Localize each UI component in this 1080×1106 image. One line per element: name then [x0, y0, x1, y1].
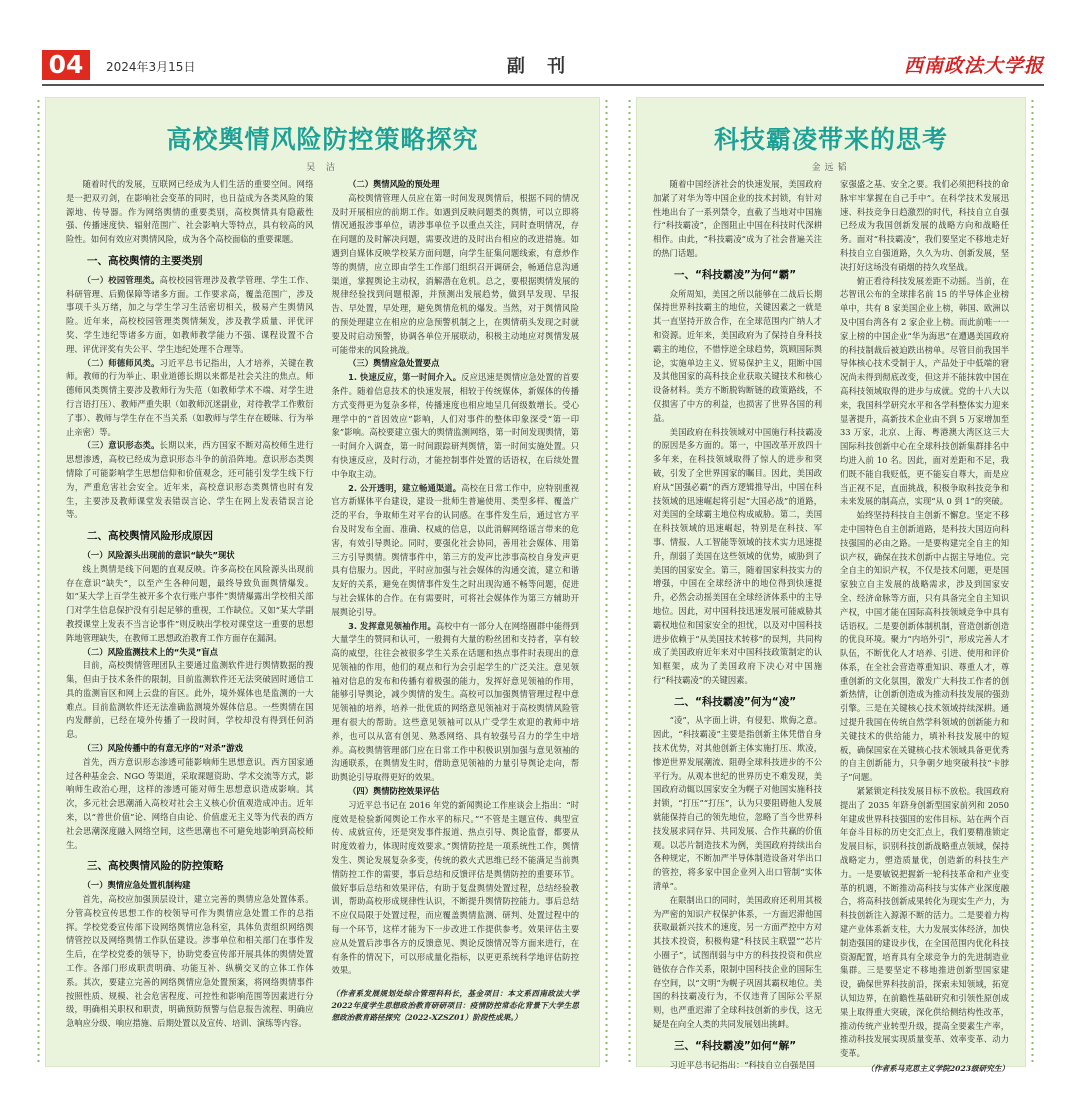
section-heading: 三、高校舆情风险的防控策略: [87, 860, 224, 873]
paragraph: 家强盛之基、安全之要。我们必须把科技的命脉牢牢掌握在自己手中”。在科学技术发展迅速、科技竞争日趋激烈的时代，科技自立自强已经成为我国创新发展的战略方向和战略任务。面对“科技霸凌”，我们要坚定不移地走好科技自立自强道路，久久为功、创新发展，坚决打好这场没有硝烟的持久攻坚战。: [840, 179, 1009, 272]
dotted-border: [605, 98, 608, 1066]
paragraph-text: 高校在日常工作中，应特别重视官方新媒体平台建设，建设一批师生普遍使用、类型多样、覆盖广泛的平台，争取师生对平台的认同感。在事件发生后，通过官方平台及时发布全面、准确、权威的信息，以此消解网络谣言带来的危害，有效引导舆论。同时，要强化社会协同，善用社会媒体、用第三方引导舆情。舆情事件中，第三方的发声比涉事高校自身发声更具有信服力。因此，平时应加强与社会媒体的沟通交流，建立和谐友好的关系，避免在舆情事件发生之时出现沟通不畅等问题，促进与社会媒体的合作。在有需要时，可将社会媒体作为第三方辅助开展舆论引导。: [331, 482, 579, 617]
dotted-border: [628, 98, 631, 1066]
paragraph-text: 高校校园管理涉及教学管理、学生工作、科研管理、后勤保障等诸多方面。工作要求高，覆盖范围广，涉及事项千头万绪，加之与学生学习生活密切相关，极易产生舆情风险。近年来，高校校园管理类舆情频发，涉及教学质量、评优评奖、学生违纪等诸多方面，如教师教学能力不强、课程设置不合理、评优评奖有失公平、学生违纪处理不合理等。: [66, 274, 314, 354]
page-number: 04: [42, 50, 90, 80]
subsection-heading: （一）舆情应急处置机制构建: [82, 880, 191, 891]
paragraph: 首先，高校应加强顶层设计，建立完善的舆情应急处置体系。分管高校宣传思想工作的校领导可作为舆情应急处置工作的总指挥。学校党委宣传部下设网络舆情应急科室，具体负责组织网络舆情管控以及网络舆情工作队伍建设。涉事单位和相关部门在事件发生后，在学校党委的领导下，协助党委宣传部开展具体的舆情处置工作。各部门形成职责明确、功能互补、纵横交叉的立体工作体系。其次，要建立完善的网络舆情应急处置预案，将网络舆情事件按照性质、规模、社会危害程度、可控性和影响范围等因素进行分级，明确相关职权和职责，明确预防预警与信息报告流程、明确应急响应分级、响应措施、后期处置以及宣传、培训、演练等内容。: [66, 894, 314, 1029]
article-column: [653, 178, 822, 1070]
paragraph-text: 习近平总书记指出，人才培养，关键在教师。教师的行为举止、职业道德长期以来都是社会关注的焦点。师德师风类舆情主要涉及教师行为失范（如教师学术不端、对学生进行言语打压）、教师严重失职（如教师沉迷副业，对待教学工作敷衍了事）、教师与学生存在不当关系（如教师与学生存在暧昧、行为举止亲密）等。: [66, 357, 314, 437]
paragraph: [332, 371, 580, 481]
paragraph: [66, 274, 314, 357]
section-heading: 二、“科技霸凌”何为“凌”: [674, 695, 797, 708]
paragraph: 众所周知，美国之所以能够在二战后长期保持世界科技霸主的地位，关键因素之一就是其一直坚持开放合作，在全球范围内广纳人才和资源。近年来，美国政府为了保持自身科技霸主的地位，不惜悖逆全球趋势，筑顾国际舆论，实施单边主义、贸易保护主义，阻断中国及其他国家的高科技企业获取关键技术和核心设备材料。美方不断脱钩断链的政策路线，不仅损害了中方的利益，也损害了世界各国的利益。: [653, 288, 822, 423]
paragraph: 始终坚持科技自主创新不懈怠。坚定不移走中国特色自主创新道路，是科技大国迈向科技强国的必由之路。一是要构建完全自主的知识产权，确保在技术创新中占据主导地位。完全自主的知识产权，不仅是技术问题，更是国家独立自主发展的战略需求，涉及到国家安全、经济命脉等方面，只有具备完全自主知识产权，中国才能在国际高科技领域竞争中具有话语权。二是要创新体制机制，营造创新创造的优良环境。聚力“内培外引”，形成完善人才队伍，不断优化人才培养、引进、使用和评价体系，在全社会营造尊重知识、尊重人才，尊重创新的文化氛围，激发广大科技工作者的创新热情，让创新创造成为推动科技发展的强劲引擎。三是在关键核心技术领域持续深耕。通过提升我国在传统自然学科领域的创新能力和关键技术的供给能力，填补科技发展中的短板，确保国家在关键核心技术领域具备更优秀的自主创新能力，只争朝夕地突破科技“卡脖子”问题。: [840, 510, 1009, 783]
subsection-heading: （一）风险源头出现前的意识“缺失”现状: [82, 549, 235, 560]
paragraph-text: 高校中有一部分人在网络圈群中能得到大量学生的赞同和认可，一般拥有大量的粉丝团和支持者，享有较高的威望，往往会被很多学生关系在话题和热点事件时表现出的意见领袖的作用，他们的观点和行为会引起学生的广泛关注。意见领袖对信息的发布和传播有着极强的能力，发挥好意见领袖的作用，能够引导舆论，减少舆情的发生。高校可以加强舆情管理过程中意见领袖的培养，培养一批优质的网络意见领袖对于高校舆情风险管理有很大的帮助。这些意见领袖可以从广受学生欢迎的教师中培养，也可以从富有创见、熟悉网络、具有较强号召力的学生中培养。高校舆情管理部门应在日常工作中积极识别加强与意见领袖的沟通联系，在舆情发生时，借助意见领袖的力量引导舆论走向，帮助舆论引导取得更好的效果。: [331, 620, 579, 783]
right-article: [636, 97, 1026, 1073]
paragraph: 随着时代的发展，互联网已经成为人们生活的重要空间。网络是一把双刃剑，在影响社会变革的同时，也日益成为各类风险的策源地、传导器。作为网络舆情的重要类别，高校舆情具有隐蔽性强、传播速度快、辐射范围广、社会影响大等特点，具有较高的风险性。如何有效应对舆情风险，成为各个高校面临的重要课题。: [66, 179, 314, 245]
section-heading: 一、高校舆情的主要类别: [87, 254, 203, 267]
paragraph-lead: （三）意识形态类。: [82, 440, 160, 451]
paragraph: [332, 482, 580, 620]
paragraph: 首先，西方意识形态渗透可能影响师生思想意识。西方国家通过各种基金会、NGO 等渠道，采取课题资助、学术交流等方式，影响师生政治心理，这样的渗透可能对师生思想意识造成影响。其次，多元社会思潮涌入高校对社会主义核心价值观造成冲击。近年来，以“普世价值”论、网络自由论、价值虚无主义等为代表的西方社会思潮深度融入网络空间，这些思潮也不可避免地影响到高校师生。: [66, 756, 314, 850]
article-author: 吴 洁: [306, 163, 339, 173]
subsection-heading: （二）舆情风险的预处理: [348, 179, 440, 189]
paragraph: 高校舆情管理人员应在第一时间发现舆情后，根据不同的情况及时开展相应的前期工作。如遇到反映问题类的舆情，可以立即将情况通报涉事单位，请涉事单位予以重点关注，同时查明情况，存在问题的及时解决问题，需要改进的及时出台相应的改进措施。如遇到自媒体反映学校某方面问题，向学生征集问题线索，有意炒作等的舆情，应立即由学生工作部门组织召开调研会，畅通信息沟通渠道，掌握舆论主动权，消解潜在危机。总之，要根据舆情发展的规律经验找到问题根源，并预测出发展趋势，做到早发现、早报告、早处置，早处理，避免舆情危机的爆发。当然，对于舆情风险的预处理建立在相应的应急预警机制之上，在舆情萌头发现之时就要及时启动预警，协调各单位开展联动，积极主动地应对舆情发展可能带来的风险挑战。: [331, 192, 579, 355]
paragraph: [66, 439, 314, 522]
section-heading: 三、“科技霸凌”如何“解”: [674, 1039, 797, 1052]
paragraph: 俯正看待科技发展差距不动摇。当前，在芯智讯公布的全球排名前 15 的半导体企业榜单中，共有 8 家美国企业上榜，韩国、欧洲以及中国台湾各有 2 家企业上榜。而此前唯一一家上榜的中国企业“华为海思”在遭遇美国政府的科技制裁后被迫跌出榜单。尽管目前我国半导体核心技术受制于人，产品处于中低端的窘况尚未得到彻底改变，但这并不能抹敦中国在高科技领域取得的进步与成就。党的十八大以来，我国科学研究水平和各学科整体实力迎来显著提升，高新技术企业由不到 5 万家增加至 33 万家，北京、上海、粤港澳大湾区这三大国际科技创新中心在全球科技创新集群排名中均进入前 10 名。因此，面对差距和不足，我们既不能自我贬低，更不能妄自尊大，而是应当正视不足，直面挑战，积极争取科技竞争和未来发展的制高点，实现“从 0 到 1”的突破。: [840, 275, 1009, 507]
paragraph-lead: 1. 快速反应，第一时间介入。: [348, 372, 462, 383]
masthead-rule: [42, 84, 1044, 86]
article-column: [332, 178, 580, 1054]
subsection-heading: （三）风险传播中的有意无序的“对杀”游戏: [82, 743, 243, 754]
paragraph: 美国政府在科技领域对中国施行科技霸凌的原因是多方面的。第一，中国改革开放四十多年来，在科技领域取得了惊人的进步和突破，引发了全世界国家的瞩目。因此，美国政府从“国强必霸”的西方逻辑推导出，中国在科技领域的迅速崛起将引起“大国必战”的道路，对美国的全球霸主地位构成威胁。第二，美国在科技领域的迅速崛起，特别是在科技、军事、情报、人工智能等领域的技术实力迅速提升，削弱了美国在这些领域的优势，威胁到了美国的国家安全。第三，随着国家科技实力的增强，中国在全球经济中的地位得到快速提升，必然会动摇美国在全球经济体系中的主导地位。因此，对中国科技迅速发展可能威胁其霸权地位和国家安全的担忧，以及对中国科技进步依赖于“从美国技术转移”的误判，共同构成了美国政府近年来对中国科技政策制定的认知框架，成为了美国政府下决心对中国施行“科技霸凌”的关键因素。: [653, 426, 822, 685]
subsection-heading: （四）舆情防控效果评估: [348, 786, 440, 797]
dotted-border: [37, 98, 40, 1066]
subsection-heading: （二）风险监测技术上的“失灵”盲点: [82, 646, 218, 657]
article-column: [840, 178, 1009, 1073]
article-columns: [653, 178, 1009, 1073]
paragraph-lead: 2. 公开透明，建立畅通渠道。: [348, 482, 462, 493]
section-name: 副 刊: [506, 56, 574, 77]
paragraph-lead: 3. 发挥意见领袖作用。: [348, 620, 436, 631]
section-heading: 二、高校舆情风险形成原因: [87, 530, 213, 543]
paragraph: 在限制出口的同时，美国政府还利用其极为严密的知识产权保护体系，一方面迟滞他国获取最新兴技术的速度，另一方面严控中方对其技术投资，积极构建“科技民主联盟”“芯片小圈子”，试图削弱与中方的科技投资和供应链依存合作关系，限制中国科技企业的国际生存空间，以“文明”为幌子巩固其霸权地位。美国的科技霸凌行为，不仅违背了国际公平原则，也严重迟滞了全球科技创新的步伐，这无疑是在向全人类的共同发展划出挑衅。: [653, 894, 822, 1030]
masthead: [0, 0, 1080, 84]
article-title: 高校舆情风险防控策略探究: [166, 125, 479, 154]
paragraph: [332, 620, 580, 786]
paragraph: 随着中国经济社会的快速发展，美国政府加紧了对华为等中国企业的技术封锁，有针对性地出台了一系列禁令，直截了当地对中国施行“科技霸凌”，企图阻止中国在科技时代深耕相作。由此，“科技霸凌”成为了社会普遍关注的热门话题。: [653, 179, 822, 258]
paragraph: [66, 357, 314, 440]
article-column: [66, 178, 314, 1054]
left-article: [45, 97, 600, 1067]
section-heading: 一、“科技霸凌”为何“霸”: [674, 268, 797, 281]
paragraph-lead: （一）校园管理类。: [82, 274, 160, 285]
dotted-border: [1031, 98, 1034, 1066]
paragraph-text: 反应迅速是舆情应急处置的首要条件。随着信息技术的快速发展，相较于传统媒体，新媒体的传播方式变得更为复杂多样，传播速度也相应地呈几何级数增长。受心理学中的“首因效应”影响，人们对事件的整体印象深受“第一印象”影响。高校要建立强大的舆情监测网络，第一时间发现舆情，第一时间介入调查，第一时间跟踪研判舆情，第一时间实施处置。只有快速反应，及时行动，才能控制事件处置的话语权，在后续处置中争取主动。: [331, 372, 579, 479]
article-author: 金远韬: [811, 163, 851, 173]
author-note: （作者系发展规划处综合管理科科长，基金项目：本文系西南政法大学2022年度学生思想政治教育研研项目：疫情防控常态化背景下大学生思想政治教育路径探究（2022-XZSZ01）阶段性成果。）: [331, 989, 579, 1023]
issue-date: 2024年3月15日: [106, 60, 196, 74]
paragraph: 线上舆情是线下问题的直观反映。许多高校在风险源头出现前存在意识“缺失”，以至产生各种问题，最终导致负面舆情爆发。如“某大学上百学生被开多个农行账户事件”舆情爆露出学校相关部门对学生信息保护没有引起足够的重视，工作缺位。又如“某大学副教授课堂上发表不当言论事件”则反映出学校对课堂这一重要的思想阵地管理缺失，在教师工思想政治教育工作方面存在漏洞。: [66, 563, 314, 643]
subsection-heading: （三）舆情应急处置要点: [348, 358, 440, 369]
paragraph: 习近平总书记指出：“科技自立自强是国: [669, 1059, 815, 1070]
paragraph: 目前，高校舆情管理团队主要通过监测软件进行舆情数据的搜集，但由于技术条件的限制，目前监测软件还无法突破固时通信工具的监测盲区和网上云盘的盲区。此外，境外媒体也是监测的一大难点。目前监测软件还无法准确监测境外媒体信息。一些舆情在国内发酵前，已经在境外传播了一段时间，学校却没有得到任何消息。: [66, 660, 314, 740]
author-note: （作者系马克思主义学院2023级研究生）: [866, 1064, 1009, 1073]
paragraph-lead: （二）师德师风类。: [82, 357, 160, 368]
paragraph: “凌”，从字面上讲，有侵犯、欺侮之意。因此，“科技霸凌”主要是指创新主体凭借自身技术优势，对其他创新主体实施打压、欺凌，惨逆世界发展潮流、阻碍全球科技进步的不公平行为。从观本世纪的世界历史不难发现，美国政府动辄以国家安全为幌子对他国实施科技封锁，“打压”“打压”，认为只要阻碍他人发展就能保持自己的领先地位，忽略了当今世界科技发展求同存异、共同发展、合作共赢的价值观。以芯片制造技术为例，美国政府持续出台各种规定，不断加严半导体制造设备对华出口的管控，将多家中国企业列入出口管制“实体清单”。: [653, 715, 822, 892]
paragraph: 紧紧锁定科技发展目标不放松。我国政府提出了 2035 年跻身创新型国家前列和 2050 年建成世界科技强国的宏伟目标。站在两个百年奋斗目标的历史交汇点上，我们要精准锁定发展目标，识别科技创新战略重点领域，保持战略定力，塑造质量优，创造新的科技生产力。一是要敏锐把握新一轮科技革命和产业变革的机遇，不断推动高科技与实体产业深度融合，将高科技创新成果转化为现实生产力，为科技创新注入源源不断的活力。二是要着力构建产业体系新支柱，大力发展实体经济，加快制造强国的建设步伐，在全国范围内优化科技资源配置，培育具有全球竞争力的先进制造业集群。三是要坚定不移地推进创新型国家建设，确保世界科技前沿，探索未知领域，拓宽认知边界，在前瞻性基础研究和引领性原创成果上取得重大突破，深化供给侧结构性改革，推动传统产业转型升级，提高全要素生产率，推动科技发展实现质量变革、效率变革、动力变革。: [840, 786, 1009, 1059]
article-columns: [66, 178, 579, 1054]
paragraph: 习近平总书记在 2016 年党的新闻舆论工作座谈会上指出：“时度效是检验新闻舆论工作水平的标尺。”“不管是主题宣传、典型宣传、成就宣传，还是突发事件报道、热点引导、舆论监督，都要从时度效着力，体现时度效要求。”舆情防控是一项系统性工作，舆情发生、舆论发展复杂多变，传统的救火式思维已经不能满足当前舆情防控工作的需要，事后总结和反馈评估是舆情防控的重要环节。做好事后总结和效果评估，有助于复盘舆情处置过程，总结经验教训，帮助高校形成规律性认识，不断提升舆情防控能力。事后总结不应仅局限于处置过程，而应覆盖舆情监测、研判、处置过程中的每一个环节，这样才能为下一步改进工作提供参考。效果评估主要应从处置后涉事各方的反馈意见、舆论反馈情况等方面来进行，在有条件的情况下，可以形成量化指标，以更更系统科学地评估防控效果。: [331, 799, 579, 976]
article-title: 科技霸凌带来的思考: [713, 125, 948, 154]
paragraph-text: 长期以来，西方国家不断对高校师生进行思想渗透，高校已经成为意识形态斗争的前沿阵地。意识形态类舆情除了可能影响学生思想信仰和价值观念，还可能引发学生线下行为，严重危害社会安全。近年来，高校意识形态类舆情也时有发生，主要涉及教师课堂发表错误言论、学生在网上发表错误言论等。: [66, 440, 314, 520]
newspaper-logo: 西南政法大学报: [903, 55, 1044, 77]
